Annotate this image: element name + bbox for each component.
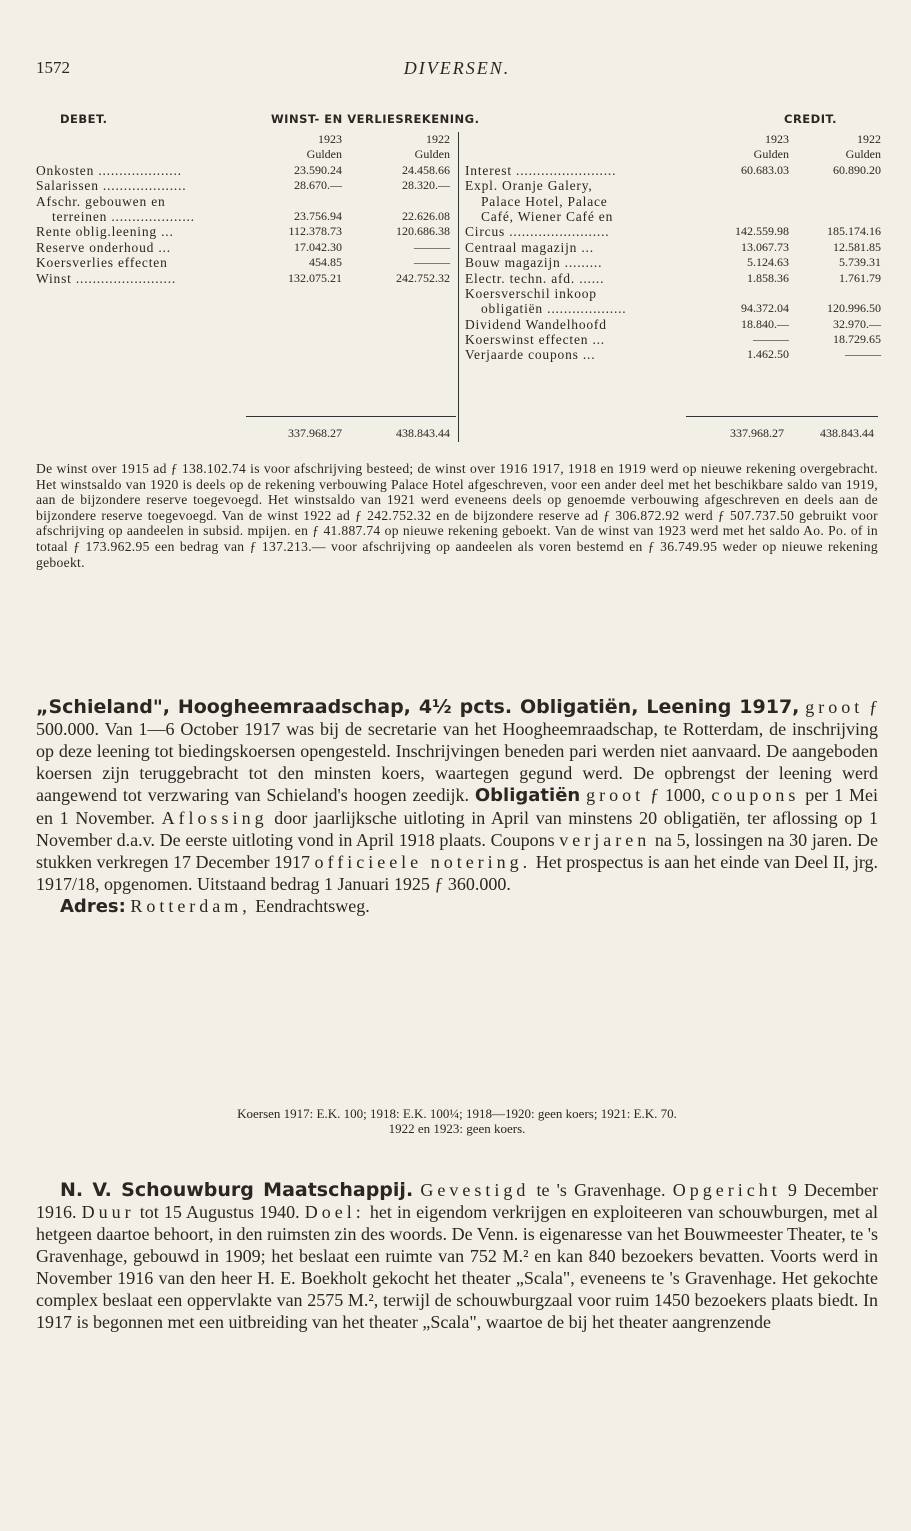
unit-header-row xyxy=(36,147,456,162)
account-row xyxy=(36,209,456,224)
spaced-term: groot xyxy=(805,697,864,717)
row-value-1922: 12.581.85 xyxy=(833,239,881,254)
row-value-1922: 60.890.20 xyxy=(833,162,881,177)
entry-text: per 1 Mei en 1 November. xyxy=(36,785,879,828)
account-row xyxy=(36,224,456,239)
account-row xyxy=(36,163,456,178)
profit-loss-account xyxy=(36,112,881,440)
koersen-line: 1922 en 1923: geen koers. xyxy=(388,1121,526,1136)
row-value-1923: 60.683.03 xyxy=(741,162,789,177)
credit-column xyxy=(458,132,881,442)
spaced-term: Doel: xyxy=(304,1202,365,1222)
row-value-1923: 132.075.21 xyxy=(288,270,342,285)
koersen-line: Koersen 1917: E.K. 100; 1918: E.K. 100¼; 1918—1920: geen koers; 1921: E.K. 70. xyxy=(237,1106,677,1121)
entry-text: tot 15 Augustus 1940. xyxy=(134,1202,305,1222)
spaced-term: groot xyxy=(586,785,645,805)
spaced-term: Duur xyxy=(81,1202,135,1222)
row-label: Winst ........................ xyxy=(36,270,177,286)
account-row xyxy=(36,271,456,286)
year-1922: 1922 xyxy=(857,132,881,146)
account-row xyxy=(36,255,456,270)
row-value-1922: ——— xyxy=(414,239,450,254)
entry-title: N. V. Schouwburg Maatschappij. xyxy=(60,1179,414,1201)
entry-schieland xyxy=(36,696,878,918)
running-title: DIVERSEN. xyxy=(403,58,511,78)
account-row xyxy=(36,178,456,193)
entry-text: door jaarlijksche uitloting in April van minstens 20 obligatiën, ter aflossing op 1 November d.a.v. De eerste uitloting vond in April 1918 plaats. Coupons xyxy=(36,808,879,850)
row-label: Salarissen .................... xyxy=(36,178,187,194)
koersen-note xyxy=(36,1106,878,1136)
row-value-1923: 17.042.30 xyxy=(294,239,342,254)
year-1922: 1922 xyxy=(426,132,450,146)
account-row xyxy=(465,224,881,240)
row-label: Koerswinst effecten ... xyxy=(465,332,605,348)
account-row xyxy=(465,162,881,178)
row-value-1923: 112.378.73 xyxy=(288,224,342,239)
row-label: Bouw magazijn ......... xyxy=(465,255,603,271)
account-row xyxy=(465,239,881,255)
row-value-1922: 120.996.50 xyxy=(827,301,881,316)
row-value-1923: 23.756.94 xyxy=(294,208,342,223)
entry-text: te 's Gravenhage. xyxy=(529,1180,673,1200)
row-value-1922: 32.970.— xyxy=(833,316,881,331)
credit-rows xyxy=(465,162,881,363)
row-label: Afschr. gebouwen en xyxy=(36,193,166,209)
unit-label: Gulden xyxy=(414,147,450,162)
row-value-1923: 18.840.— xyxy=(741,316,789,331)
row-label: Circus ........................ xyxy=(465,224,610,240)
row-value-1922: 18.729.65 xyxy=(833,332,881,347)
row-value-1923: 94.372.04 xyxy=(741,301,789,316)
spaced-term: coupons xyxy=(711,785,800,805)
spaced-term: Opgericht xyxy=(672,1180,781,1200)
debet-label: DEBET. xyxy=(60,112,108,126)
row-label: Café, Wiener Café en xyxy=(481,208,614,224)
account-row xyxy=(465,255,881,271)
account-row xyxy=(465,178,878,193)
account-row xyxy=(465,209,878,224)
entry-text: ƒ 500.000. Van 1—6 October 1917 was bij de secretarie van het Hoogheemraadschap, te Rotterdam, de inschrijving op deze leening tot biedingskoersen opengesteld. Inschrijvingen beneden pari werden niet aanvaard. De aangeboden koersen zijn teruggebracht tot den minsten koers, waartegen gegund werd. De opbrengst der leening werd aangewend tot verzwaring van Schieland's hoogen zeedijk. xyxy=(36,697,878,805)
row-value-1923: 454.85 xyxy=(309,255,342,270)
row-value-1923: 1.858.36 xyxy=(747,270,789,285)
row-value-1923: 28.670.— xyxy=(294,178,342,193)
spaced-term: Aflossing xyxy=(161,808,268,828)
row-label: Koersverschil inkoop xyxy=(465,285,597,301)
spaced-term: Gevestigd xyxy=(420,1180,530,1200)
section-label: Obligatiën xyxy=(474,785,581,806)
total-right-1923: 337.968.27 xyxy=(730,426,784,440)
credit-label: CREDIT. xyxy=(784,112,837,126)
account-title: WINST- EN VERLIESREKENING. xyxy=(271,112,480,126)
entry-text: 9 December 1916. xyxy=(36,1180,879,1222)
row-value-1922: ——— xyxy=(845,347,881,362)
spaced-term: officieele notering. xyxy=(314,852,532,872)
profit-note: De winst over 1915 ad ƒ 138.102.74 is voor afschrijving besteed; de winst over 1916 1917, 1918 en 1919 werd op nieuwe rekening overgebracht. Het winstsaldo van 1920 is deels op de rekening verbouwing Palace Hotel afgeschreven, voor een ander deel met het beschikbare saldo van 1919, aan de bijzondere reserve toegevoegd. Het winstsaldo van 1921 werd eveneens deels op genoemde verbouwing afgeschreven en deels aan de bijzondere reserve toegevoegd. Van de winst 1922 ad ƒ 242.752.32 en de bijzondere reserve ad ƒ 306.872.92 werd ƒ 507.737.50 gebruikt voor afschrijving op aandeelen in subsid. mpijen. en ƒ 41.887.74 op nieuwe rekening geboekt. Van de winst van 1923 werd met het saldo Ao. Po. of in totaal ƒ 173.962.95 een bedrag van ƒ 137.213.— voor afschrijving op aandeelen als voren bestemd en ƒ 36.749.95 weder op nieuwe rekening geboekt. xyxy=(36,461,878,570)
account-row xyxy=(465,332,881,348)
row-value-1922: ——— xyxy=(414,255,450,270)
row-value-1922: 185.174.16 xyxy=(827,224,881,239)
year-header-row xyxy=(465,132,881,147)
row-value-1922: 24.458.66 xyxy=(402,162,450,177)
row-value-1922: 242.752.32 xyxy=(396,270,450,285)
totals-row xyxy=(36,426,878,444)
row-value-1922: 28.320.— xyxy=(402,178,450,193)
entry-schouwburg xyxy=(36,1179,878,1333)
row-label: Rente oblig.leening ... xyxy=(36,224,174,240)
row-value-1923: 13.067.73 xyxy=(741,239,789,254)
account-row xyxy=(36,194,456,209)
adres-city: Rotterdam, xyxy=(130,896,251,916)
account-row xyxy=(465,316,881,332)
account-row xyxy=(465,301,881,317)
total-left-1923: 337.968.27 xyxy=(288,426,342,440)
row-value-1923: 23.590.24 xyxy=(294,162,342,177)
account-heading xyxy=(36,112,878,132)
year-1923: 1923 xyxy=(765,132,789,146)
year-1923: 1923 xyxy=(318,132,342,146)
account-row xyxy=(465,194,878,209)
row-value-1922: 1.761.79 xyxy=(839,270,881,285)
row-label: obligatiën ................... xyxy=(481,301,627,317)
row-label: Koersverlies effecten xyxy=(36,255,168,271)
row-label: Electr. techn. afd. ...... xyxy=(465,270,605,286)
spaced-term: verjaren xyxy=(559,830,651,850)
unit-label: Gulden xyxy=(753,147,789,162)
page-header xyxy=(36,58,878,88)
row-value-1922: 120.686.38 xyxy=(396,224,450,239)
row-value-1923: 1.462.50 xyxy=(747,347,789,362)
row-label: Interest ........................ xyxy=(465,162,617,178)
total-left-1922: 438.843.44 xyxy=(396,426,450,440)
account-row xyxy=(465,286,878,301)
year-header-row xyxy=(36,132,456,147)
unit-label: Gulden xyxy=(845,147,881,162)
row-label: Dividend Wandelhoofd xyxy=(465,316,607,332)
adres-street: Eendrachtsweg. xyxy=(250,896,370,916)
unit-header-row xyxy=(465,147,881,162)
account-row xyxy=(36,240,456,255)
row-value-1922: 5.739.31 xyxy=(839,255,881,270)
row-value-1922: 22.626.08 xyxy=(402,208,450,223)
entry-text: ƒ 1000, xyxy=(644,785,712,805)
account-row xyxy=(465,270,881,286)
adres-label: Adres: xyxy=(60,896,126,917)
row-label: Verjaarde coupons ... xyxy=(465,347,596,363)
entry-text: na 5, lossingen na 30 jaren. De stukken verkregen 17 December 1917 xyxy=(36,830,878,872)
row-label: Palace Hotel, Palace xyxy=(481,193,608,209)
account-row xyxy=(465,347,881,363)
row-label: Onkosten .................... xyxy=(36,162,182,178)
row-label: terreinen .................... xyxy=(52,208,195,224)
entry-title: „Schieland", Hoogheemraadschap, 4½ pcts. Obligatiën, Leening 1917, xyxy=(36,696,800,718)
unit-label: Gulden xyxy=(306,147,342,162)
total-rule xyxy=(246,416,456,417)
total-rule xyxy=(686,416,878,417)
row-value-1923: 142.559.98 xyxy=(735,224,789,239)
entry-text: het in eigendom verkrijgen en exploiteeren van schouwburgen, met al hetgeen daartoe behoort, in den ruimsten zin des woords. De Venn. is eigenaresse van het Bouwmeester Theater, te 's Gravenhage, gebouwd in 1909; het beslaat een ruimte van 752 M.² en kan 840 bezoekers bevatten. Voorts werd in November 1916 van den heer H. E. Boekholt gekocht het theater „Scala", eveneens te 's Gravenhage. Het gekochte complex beslaat een oppervlakte van 2575 M.², terwijl de schouwburgzaal voor ruim 1450 bezoekers plaats biedt. In 1917 is begonnen met een uitbreiding van het theater „Scala", waartoe de bij het theater aangrenzende xyxy=(36,1202,878,1332)
entry-text: Het prospectus is aan het einde van Deel II, jrg. 1917/18, opgenomen. Uitstaand bedrag 1 Januari 1925 ƒ 360.000. xyxy=(36,852,879,894)
debet-rows xyxy=(36,163,456,286)
page-number: 1572 xyxy=(36,58,70,77)
row-label: Expl. Oranje Galery, xyxy=(465,178,593,194)
total-right-1922: 438.843.44 xyxy=(820,426,874,440)
row-value-1923: 5.124.63 xyxy=(747,255,789,270)
row-label: Reserve onderhoud ... xyxy=(36,239,171,255)
row-value-1923: ——— xyxy=(753,332,789,347)
row-label: Centraal magazijn ... xyxy=(465,239,594,255)
debet-column xyxy=(36,132,456,286)
